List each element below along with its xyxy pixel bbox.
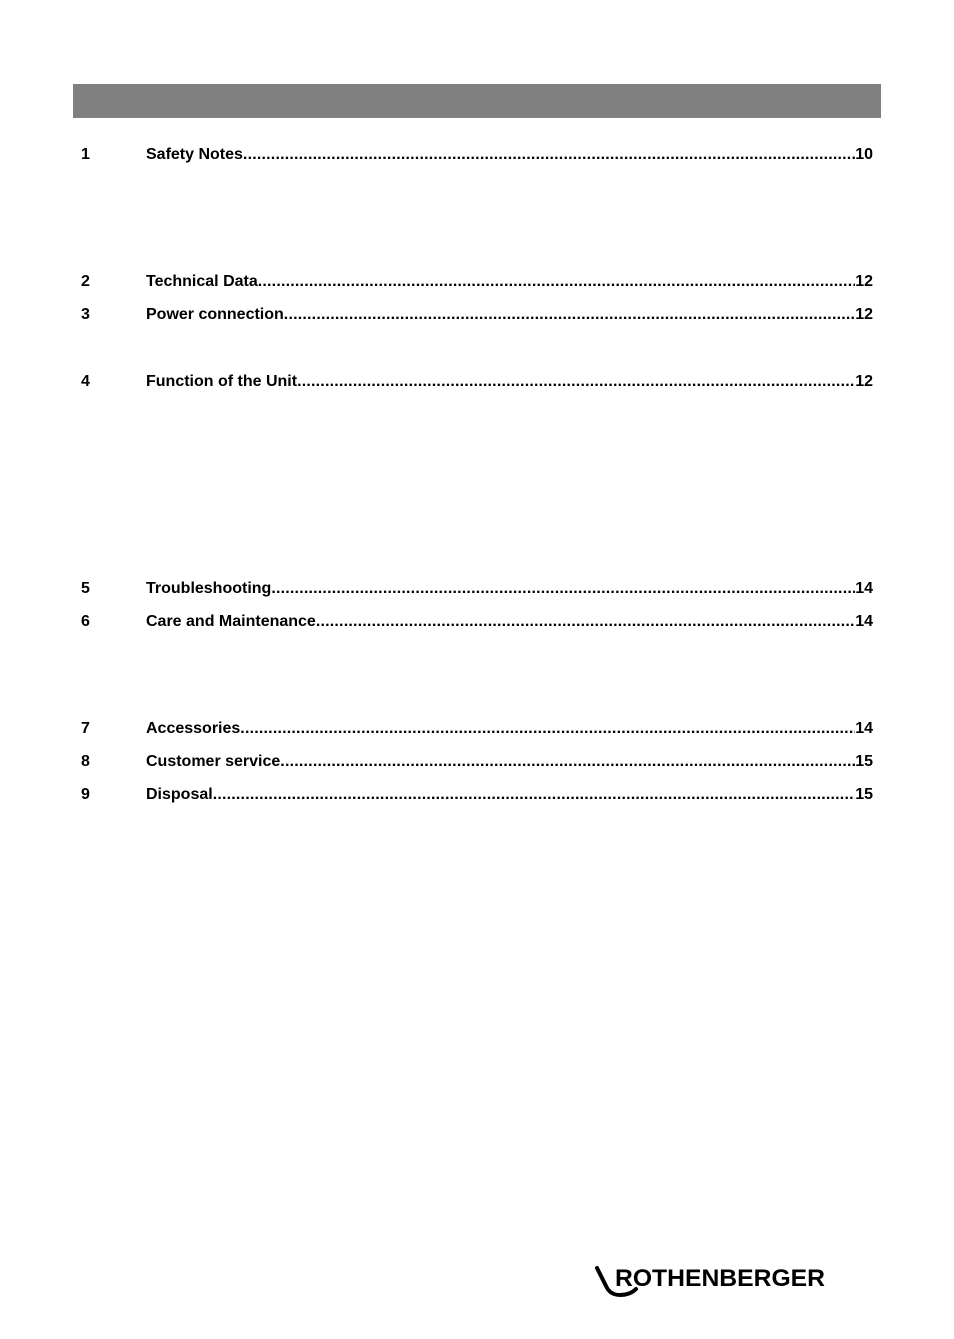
toc-entry[interactable] xyxy=(81,372,873,392)
toc-entry[interactable] xyxy=(81,305,873,325)
toc-entry-title: Technical Data xyxy=(146,273,258,290)
toc-entry-number: 3 xyxy=(81,306,90,323)
toc-entry-number: 1 xyxy=(81,146,90,163)
toc-entry[interactable] xyxy=(81,612,873,632)
toc-entry-title: Disposal xyxy=(146,786,213,803)
toc-entry[interactable] xyxy=(81,719,873,739)
toc-entry-title: Safety Notes xyxy=(146,146,243,163)
toc-entry-number: 5 xyxy=(81,580,90,597)
toc-entry-number: 7 xyxy=(81,720,90,737)
brand-name: ROTHENBERGER xyxy=(615,1265,825,1292)
rothenberger-logo xyxy=(594,1262,826,1298)
toc-entry-number: 6 xyxy=(81,613,90,630)
toc-entry[interactable] xyxy=(81,145,873,165)
toc-leader-dots xyxy=(243,145,855,165)
toc-entry-number: 9 xyxy=(81,786,90,803)
toc-entry-page: 14 xyxy=(855,580,873,597)
toc-entry-page: 12 xyxy=(855,306,873,323)
toc-leader-dots xyxy=(280,752,855,772)
toc-entry-title: Care and Maintenance xyxy=(146,613,316,630)
header-bar xyxy=(73,84,881,118)
toc-entry[interactable] xyxy=(81,272,873,292)
toc-entry-page: 14 xyxy=(855,613,873,630)
toc-entry-title: Customer service xyxy=(146,753,281,770)
toc-entry-title: Power connection xyxy=(146,306,284,323)
toc-leader-dots xyxy=(297,372,855,392)
toc-leader-dots xyxy=(258,272,855,292)
toc-entry[interactable] xyxy=(81,752,873,772)
toc-entry-number: 2 xyxy=(81,273,90,290)
toc-leader-dots xyxy=(240,719,855,739)
toc-entry-page: 14 xyxy=(855,720,873,737)
toc-entry-page: 12 xyxy=(855,273,873,290)
toc-entry-number: 8 xyxy=(81,753,90,770)
toc-leader-dots xyxy=(316,612,855,632)
toc-entry[interactable] xyxy=(81,579,873,599)
toc-leader-dots xyxy=(271,579,855,599)
toc-leader-dots xyxy=(213,785,856,805)
toc-entry-number: 4 xyxy=(81,373,90,390)
toc-entry-title: Accessories xyxy=(146,720,241,737)
toc-entry-title: Function of the Unit xyxy=(146,373,298,390)
toc-entry-title: Troubleshooting xyxy=(146,580,272,597)
toc-entry-page: 12 xyxy=(855,373,873,390)
toc-leader-dots xyxy=(284,305,855,325)
toc-entry-page: 10 xyxy=(855,146,873,163)
toc-entry-page: 15 xyxy=(855,753,873,770)
toc-entry[interactable] xyxy=(81,785,873,805)
toc-entry-page: 15 xyxy=(855,786,873,803)
